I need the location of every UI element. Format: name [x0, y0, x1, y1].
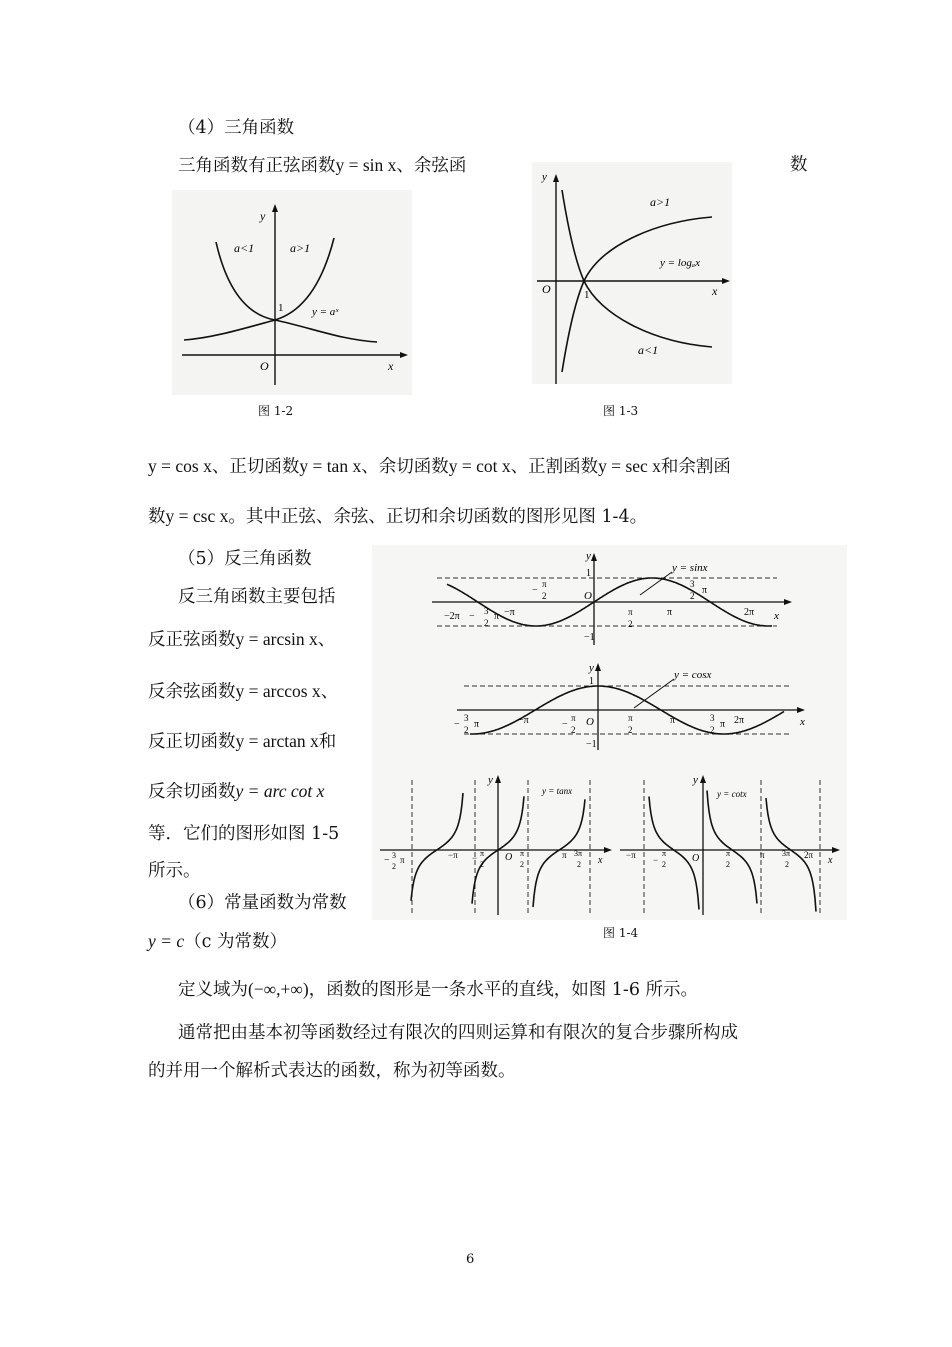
- cot-tick: −: [653, 855, 659, 865]
- cos-tick: 3: [464, 713, 469, 723]
- domain-a: 定义域为: [178, 980, 248, 1000]
- sin-tick: 3: [690, 579, 695, 589]
- formula-const: y = c: [148, 931, 185, 951]
- tan-tick: −: [384, 855, 390, 866]
- elem-line2: 的并用一个解析式表达的函数，称为初等函数。: [148, 1061, 516, 1081]
- tan-y: y: [488, 774, 493, 786]
- trig-intro-b: 、余弦函: [396, 156, 467, 176]
- formula-csc: y = csc x: [165, 506, 229, 526]
- tan-tick: 2: [520, 860, 524, 869]
- arccos-sep: 、: [320, 682, 339, 702]
- fig12-y-label: y: [260, 209, 266, 223]
- const-line: [148, 930, 287, 953]
- sin-tick: 2: [542, 591, 547, 601]
- cot-tick: 2: [726, 860, 730, 869]
- arctan-label: 反正切函数: [148, 732, 236, 752]
- tan-tick: π: [520, 849, 525, 858]
- cot-o: O: [692, 853, 700, 864]
- fig13-one-label: 1: [584, 289, 590, 301]
- page-number: 6: [466, 1252, 475, 1267]
- sin-o: O: [584, 590, 592, 602]
- cos-tick: π: [670, 715, 676, 726]
- trig-line2-c: 、正割函数: [510, 457, 599, 477]
- tan-tick: π: [480, 849, 485, 858]
- const-note: （c 为常数）: [184, 932, 287, 952]
- formula-cos: y = cos x: [148, 456, 212, 476]
- cos-tick: 2: [464, 725, 469, 735]
- arcsin-label: 反正弦函数: [148, 630, 236, 650]
- cos-neg1: −1: [586, 739, 597, 750]
- sin-tick: π: [702, 585, 708, 596]
- cos-tick: 2: [628, 725, 633, 735]
- fig12-lt-label: a<1: [234, 241, 255, 255]
- sin-tick: π: [667, 607, 673, 618]
- cos-y: y: [589, 662, 594, 674]
- cos-tick: 2: [571, 725, 576, 735]
- formula-arccot: y = arc cot x: [235, 781, 325, 801]
- fig13-x-label: x: [712, 284, 718, 298]
- sin-eq: y = sinx: [672, 562, 708, 574]
- tan-tick: −π: [448, 850, 458, 860]
- trig-intro-c: 数: [790, 155, 808, 175]
- trig-line2-b: 、余切函数: [361, 457, 449, 477]
- cot-tick: 2π: [804, 850, 814, 860]
- tan-tick: −: [472, 853, 478, 863]
- formula-sin: y = sin x: [335, 155, 397, 175]
- cos-tick: −: [454, 719, 460, 730]
- sin-tick: π: [542, 579, 547, 589]
- sin-tick: 2π: [744, 607, 755, 618]
- cot-y: y: [693, 774, 698, 786]
- sin-tick: −: [532, 585, 538, 596]
- cos-tick: π: [571, 713, 576, 723]
- formula-tan: y = tan x: [299, 456, 362, 476]
- tan-tick: π: [562, 850, 567, 860]
- fig12-o-label: O: [260, 359, 269, 373]
- tan-o: O: [505, 852, 513, 863]
- sin-tick: 2: [690, 591, 695, 601]
- trig-line3-b: 。其中正弦、余弦、正切和余切函数的图形见图 1-4。: [228, 507, 648, 527]
- tan-tick: 3: [392, 851, 396, 860]
- cos-tick: 2: [710, 725, 715, 735]
- cos-tick: π: [720, 719, 726, 730]
- arctan-line: [148, 730, 336, 753]
- tan-x: x: [598, 855, 603, 866]
- cos-tick: −π: [518, 715, 529, 726]
- cos-tick: 2π: [734, 715, 745, 726]
- inv-heading: （5）反三角函数: [178, 549, 312, 569]
- fig13-y-label: y: [542, 171, 547, 183]
- elem-line1: 通常把由基本初等函数经过有限次的四则运算和有限次的复合步骤所构成: [178, 1023, 738, 1043]
- domain-line: [178, 978, 698, 1001]
- fig12-one-label: 1: [278, 302, 284, 314]
- figure-1-3: [532, 162, 732, 387]
- inv-intro: 反三角函数主要包括: [178, 587, 336, 607]
- fig13-o-label: O: [542, 282, 551, 296]
- arccos-label: 反余弦函数: [148, 682, 236, 702]
- cot-tick: 2: [662, 860, 666, 869]
- formula-cot: y = cot x: [448, 456, 511, 476]
- formula-arccos: y = arccos x: [235, 681, 321, 701]
- cot-tick: π: [662, 849, 667, 858]
- arcsin-sep: 、: [317, 630, 336, 650]
- sin-tick: 3: [484, 606, 489, 616]
- trig-line3: [148, 505, 647, 528]
- sin-tick: −π: [504, 607, 515, 618]
- trig-line2: [148, 455, 731, 478]
- formula-arctan: y = arctan x: [235, 731, 319, 751]
- cot-tick: π: [760, 850, 765, 860]
- cot-tick: −π: [626, 850, 636, 860]
- arccot-line: [148, 780, 324, 803]
- sin-tick: −2π: [444, 611, 460, 622]
- domain-b: ，函数的图形是一条水平的直线，如图 1-6 所示。: [308, 980, 699, 1000]
- formula-arcsin: y = arcsin x: [235, 629, 318, 649]
- tan-tick: 3π: [574, 849, 583, 858]
- trig-heading: （4）三角函数: [178, 118, 295, 138]
- cot-tick: 3π: [782, 849, 791, 858]
- sin-tick: 2: [628, 619, 633, 629]
- formula-interval: (−∞,+∞): [248, 979, 309, 999]
- inv-line6: 等．它们的图形如图 1-5: [148, 824, 340, 844]
- arcsin-line: [148, 628, 335, 651]
- fig14-caption: 图 1-4: [603, 926, 639, 940]
- tan-eq: y = tanx: [542, 786, 573, 796]
- figure-1-2: [172, 190, 412, 410]
- fig12-caption: 图 1-2: [258, 404, 294, 418]
- fig13-lt-label: a<1: [638, 343, 659, 357]
- sin-neg1: −1: [584, 632, 595, 643]
- sin-tick: 2: [484, 618, 489, 628]
- cos-x: x: [800, 716, 805, 728]
- trig-intro-a: 三角函数有正弦函数: [178, 156, 336, 176]
- sin-tick: π: [494, 611, 500, 622]
- trig-line2-d: 和余割函: [660, 457, 731, 477]
- trig-line3-a: 数: [148, 507, 166, 527]
- fig12-gt-label: a>1: [290, 241, 311, 255]
- tan-tick: 2: [392, 862, 396, 871]
- cot-x: x: [828, 855, 833, 866]
- trig-intro-line: [178, 154, 466, 177]
- cot-tick: π: [726, 849, 731, 858]
- trig-line2-a: 、正切函数: [211, 457, 300, 477]
- tan-tick: 2: [577, 860, 581, 869]
- fig13-eq-label: y = logₐx: [660, 257, 700, 269]
- inv-line7: 所示。: [148, 861, 201, 881]
- arccot-label: 反余切函数: [148, 782, 236, 802]
- cos-tick: π: [474, 719, 480, 730]
- cot-tick: 2: [785, 860, 789, 869]
- sin-tick: π: [628, 607, 633, 617]
- sin-tick: −: [469, 611, 475, 622]
- fig12-x-label: x: [388, 359, 394, 373]
- sin-y: y: [586, 550, 591, 562]
- cos-one: 1: [589, 676, 594, 687]
- cos-o: O: [586, 716, 594, 728]
- fig13-caption: 图 1-3: [603, 404, 639, 418]
- tan-tick: 2: [480, 860, 484, 869]
- formula-sec: y = sec x: [598, 456, 661, 476]
- sin-one: 1: [586, 568, 591, 579]
- arccos-line: [148, 680, 338, 703]
- fig12-eq-label: y = aˣ: [312, 306, 339, 318]
- cos-tick: −: [562, 719, 568, 730]
- figure-1-4: [372, 545, 847, 920]
- cos-tick: 3: [710, 713, 715, 723]
- tan-tick: π: [400, 855, 405, 865]
- arctan-and: 和: [318, 732, 337, 752]
- sin-x: x: [774, 610, 779, 622]
- cos-tick: π: [628, 713, 633, 723]
- cot-eq: y = cotx: [717, 789, 747, 799]
- fig13-gt-label: a>1: [650, 195, 671, 209]
- cos-eq: y = cosx: [674, 669, 712, 681]
- const-heading: （6）常量函数为常数: [178, 893, 347, 913]
